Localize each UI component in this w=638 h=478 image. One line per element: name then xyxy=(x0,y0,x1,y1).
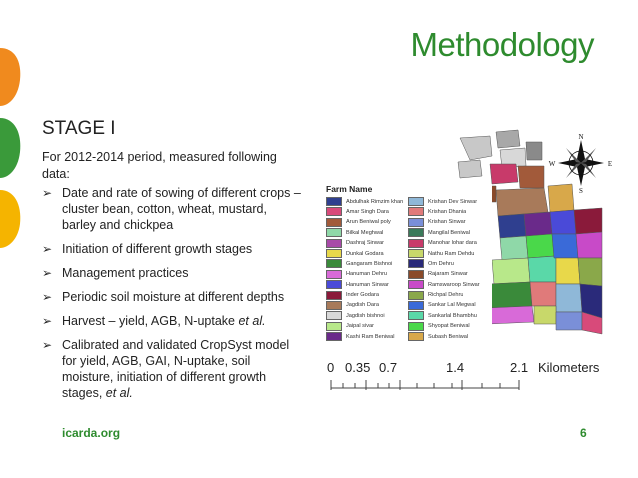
legend-item xyxy=(326,239,408,248)
stage-heading: STAGE I xyxy=(42,118,116,139)
legend-swatch xyxy=(326,228,342,237)
legend-label: Jaipal sivar xyxy=(346,323,374,330)
legend-label: Rajaram Sinwar xyxy=(428,271,468,278)
legend-label: Om Dehru xyxy=(428,260,454,267)
legend-label: Hanuman Sinwar xyxy=(346,281,389,288)
legend-label: Jagdish Dara xyxy=(346,302,379,309)
compass-w: W xyxy=(548,160,556,168)
legend-swatch xyxy=(326,259,342,268)
legend-label: Shyopat Beniwal xyxy=(428,323,470,330)
legend-title: Farm Name xyxy=(326,184,373,194)
legend-label: Nathu Ram Dehdu xyxy=(428,250,475,257)
legend-swatch xyxy=(408,249,424,258)
scale-label: 0.35 xyxy=(345,360,371,375)
legend-item xyxy=(326,322,408,331)
scale-label: Kilometers xyxy=(538,360,600,375)
legend-item xyxy=(408,249,490,258)
legend-item xyxy=(408,239,490,248)
legend-item xyxy=(408,280,490,289)
legend-swatch xyxy=(408,228,424,237)
bullet-italic: et al. xyxy=(105,386,133,400)
legend-swatch xyxy=(326,322,342,331)
legend-swatch xyxy=(326,301,342,310)
legend-label: Sankarlal Bhambhu xyxy=(428,312,477,319)
bullet-text: Initiation of different growth stages xyxy=(62,242,253,256)
legend-swatch xyxy=(408,259,424,268)
legend-swatch xyxy=(408,332,424,341)
bullet-text: Harvest – yield, AGB, N-uptake xyxy=(62,314,239,328)
legend-item xyxy=(408,270,490,279)
legend-swatch xyxy=(408,218,424,227)
legend-item xyxy=(408,332,490,341)
bullet-list xyxy=(42,185,304,409)
legend-swatch xyxy=(326,291,342,300)
legend-item xyxy=(326,249,408,258)
bullet-text: Management practices xyxy=(62,266,189,280)
legend-label: Arun Beniwal poly xyxy=(346,219,391,226)
map-legend xyxy=(326,184,492,341)
bullet-item xyxy=(42,289,304,305)
legend-item xyxy=(326,218,408,227)
leaf-decoration-icon xyxy=(0,40,24,250)
legend-item xyxy=(408,259,490,268)
legend-swatch xyxy=(326,239,342,248)
intro-text: For 2012-2014 period, measured following data: xyxy=(42,150,277,181)
arrow-bullet-icon: ➢ xyxy=(42,338,53,352)
legend-label: Krishan Dev Sinwar xyxy=(428,198,478,205)
scale-label: 0.7 xyxy=(379,360,398,375)
legend-label: Ramswaroop Sinwar xyxy=(428,281,480,288)
legend-item xyxy=(326,207,408,216)
legend-item xyxy=(326,311,408,320)
legend-swatch xyxy=(326,311,342,320)
legend-swatch xyxy=(408,270,424,279)
legend-swatch xyxy=(408,322,424,331)
legend-swatch xyxy=(326,249,342,258)
compass-e: E xyxy=(607,160,613,168)
legend-label: Mangilal Beniwal xyxy=(428,229,470,236)
legend-label: Krishan Dhania xyxy=(428,208,467,215)
legend-item xyxy=(408,291,490,300)
legend-item xyxy=(408,218,490,227)
arrow-bullet-icon: ➢ xyxy=(42,266,53,280)
legend-swatch xyxy=(408,301,424,310)
arrow-bullet-icon: ➢ xyxy=(42,314,53,328)
legend-swatch xyxy=(326,207,342,216)
bullet-text: Calibrated and validated CropSyst model for yield, AGB, GAI, N-uptake, soil moisture, initiation of different growth stages, xyxy=(62,338,290,400)
legend-label: Amar Singh Dara xyxy=(346,208,389,215)
bullet-item xyxy=(42,241,304,257)
arrow-bullet-icon: ➢ xyxy=(42,290,53,304)
legend-label: Sankar Lal Megwal xyxy=(428,302,476,309)
legend-label: Jagdish bishnoi xyxy=(346,312,385,319)
legend-swatch xyxy=(408,291,424,300)
legend-label: Dashraj Sinwar xyxy=(346,240,384,247)
legend-label: Krishan Sinwar xyxy=(428,219,466,226)
slide-title: Methodology xyxy=(410,26,594,63)
legend-item xyxy=(408,197,490,206)
compass-icon xyxy=(548,132,614,194)
legend-swatch xyxy=(408,280,424,289)
legend-swatch xyxy=(408,207,424,216)
legend-label: Abdulhak Rimzim khan xyxy=(346,198,404,205)
legend-label: Hanuman Dehru xyxy=(346,271,388,278)
legend-label: Kashi Ram Beniwal xyxy=(346,333,395,340)
bullet-item xyxy=(42,265,304,281)
scale-label: 1.4 xyxy=(446,360,465,375)
legend-item xyxy=(408,311,490,320)
footer-website: icarda.org xyxy=(62,426,121,440)
legend-item xyxy=(326,228,408,237)
bullet-italic: et al. xyxy=(238,314,266,328)
legend-item xyxy=(408,207,490,216)
legend-label: Bilkal Meghwal xyxy=(346,229,384,236)
legend-item xyxy=(408,301,490,310)
legend-item xyxy=(326,301,408,310)
legend-label: Inder Godara xyxy=(346,292,379,299)
legend-grid xyxy=(326,197,492,341)
bullet-item xyxy=(42,337,304,401)
arrow-bullet-icon: ➢ xyxy=(42,186,53,200)
legend-swatch xyxy=(326,280,342,289)
scale-label: 0 xyxy=(327,360,335,375)
legend-item xyxy=(326,332,408,341)
legend-item xyxy=(326,270,408,279)
legend-swatch xyxy=(326,218,342,227)
legend-swatch xyxy=(408,197,424,206)
compass-n: N xyxy=(578,133,584,141)
scale-ticks xyxy=(322,360,522,400)
bullet-item xyxy=(42,185,304,233)
legend-item xyxy=(326,197,408,206)
scale-label: 2.1 xyxy=(510,360,529,375)
bullet-text: Periodic soil moisture at different depths xyxy=(62,290,285,304)
legend-item xyxy=(326,259,408,268)
slide-number: 6 xyxy=(580,426,587,440)
legend-item xyxy=(326,280,408,289)
legend-label: Richpal Dehru xyxy=(428,292,464,299)
legend-swatch xyxy=(408,239,424,248)
legend-label: Gangaram Bishnoi xyxy=(346,260,393,267)
legend-item xyxy=(326,291,408,300)
legend-item xyxy=(408,322,490,331)
legend-swatch xyxy=(326,332,342,341)
legend-label: Manohar lohar dara xyxy=(428,240,477,247)
legend-swatch xyxy=(408,311,424,320)
legend-item xyxy=(408,228,490,237)
legend-label: Dunkal Godara xyxy=(346,250,384,257)
legend-label: Subash Beniwal xyxy=(428,333,469,340)
bullet-text: Date and rate of sowing of different crops –cluster bean, cotton, wheat, mustard, barley and chickpea xyxy=(62,186,301,232)
compass-s: S xyxy=(579,187,583,194)
bullet-item xyxy=(42,313,304,329)
legend-swatch xyxy=(326,270,342,279)
legend-swatch xyxy=(326,197,342,206)
arrow-bullet-icon: ➢ xyxy=(42,242,53,256)
